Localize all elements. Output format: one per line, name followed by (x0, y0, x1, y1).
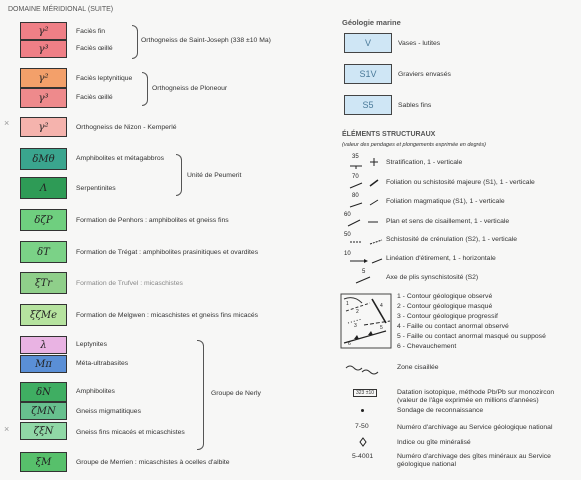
shear-label: Zone cisaillée (397, 364, 439, 371)
unit-swatch: Mπ (20, 355, 67, 373)
marine-swatch: S1V (344, 64, 392, 84)
unit-swatch: γ² (20, 117, 67, 137)
unit-label: Groupe de Merrien : micaschistes à ocelles d'albite (76, 459, 230, 466)
marine-swatch: S5 (344, 95, 392, 115)
unit-label: Gneiss fins micacés et micaschistes (76, 429, 185, 436)
pencil-mark: × (4, 118, 10, 128)
shear-plane-symbol: 60 (342, 212, 372, 226)
group-label: Orthogneiss de Ploneour (152, 85, 228, 92)
group-brace (132, 25, 138, 59)
struct-subtitle: (valeur des pendages et plongements exprimée en degrés) (342, 142, 487, 148)
unit-label: Serpentinites (76, 185, 116, 192)
struct-label: Schistosité de crénulation (S2), 1 - verticale (386, 236, 518, 243)
section-title: DOMAINE MÉRIDIONAL (SUITE) (8, 6, 114, 13)
stratification-symbol: 35 (352, 154, 359, 160)
sondage-dot-icon (361, 409, 364, 412)
svg-text:6: 6 (348, 341, 351, 347)
struct-label: Foliation ou schistosité majeure (S1), 1 - verticale (386, 179, 535, 186)
gite-number: 5-4001 (352, 453, 374, 460)
unit-swatch: ζMN (20, 402, 67, 420)
struct-label: Linéation d'étirement, 1 - horizontale (386, 255, 496, 262)
struct-label: Foliation magmatique (S1), 1 - verticale (386, 198, 505, 205)
indice-label: Indice ou gîte minéralisé (397, 439, 471, 446)
svg-text:1: 1 (346, 301, 349, 307)
pencil-mark: × (4, 424, 10, 434)
unit-label: Formation de Melgwen : micaschistes et gneiss fins micacés (76, 312, 259, 319)
unit-swatch: ξζMe (20, 304, 67, 326)
contact-label: 1 - Contour géologique observé (397, 293, 493, 300)
unit-swatch: δN (20, 382, 67, 402)
unit-swatch: δζP (20, 209, 67, 231)
gite-label: Numéro d'archivage des gîtes minéraux au Service (397, 453, 551, 460)
unit-swatch: ξM (20, 452, 67, 472)
unit-label: Leptynites (76, 341, 107, 348)
unit-label: Amphibolites et métagabbros (76, 155, 165, 162)
unit-swatch: γ³ (20, 88, 67, 108)
struct-label: Plan et sens de cisaillement, 1 - verticale (386, 218, 510, 225)
unit-label: Faciès fin (76, 28, 106, 35)
marine-label: Sables fins (398, 102, 432, 109)
fold-axis-symbol: 5 (342, 269, 372, 283)
unit-label: Amphibolites (76, 388, 115, 395)
unit-label: Orthogneiss de Nizon - Kemperlé (76, 124, 177, 131)
contact-label: 5 - Faille ou contact anormal masqué ou supposé (397, 333, 546, 340)
group-brace (142, 72, 148, 106)
dating-label-2: (valeur de l'âge exprimée en millions d'années) (397, 397, 539, 404)
gite-label-2: géologique national (397, 461, 456, 468)
marine-label: Graviers envasés (398, 71, 451, 78)
svg-text:4: 4 (380, 303, 383, 309)
unit-label: Gneiss migmatitiques (76, 408, 141, 415)
unit-swatch: Λ (20, 177, 67, 199)
unit-label: Faciès œillé (76, 45, 113, 52)
struct-label: Stratification, 1 - verticale (386, 159, 463, 166)
contact-label: 6 - Chevauchement (397, 343, 457, 350)
unit-swatch: δMθ (20, 148, 67, 170)
marine-title: Géologie marine (342, 18, 401, 27)
unit-swatch: γ³ (20, 40, 67, 58)
svg-text:5: 5 (380, 325, 383, 331)
foliation-symbol: 70 (342, 174, 372, 188)
unit-label: Formation de Trégat : amphibolites prasinitiques et ovardites (76, 249, 259, 256)
archive-label: Numéro d'archivage au Service géologique national (397, 424, 553, 431)
group-brace (197, 340, 204, 450)
crenulation-symbol: 50 (342, 232, 372, 246)
unit-swatch: γ² (20, 22, 67, 40)
magmatic-foliation-symbol: 80 (342, 193, 372, 207)
svg-text:3: 3 (354, 323, 357, 329)
group-label: Orthogneiss de Saint-Joseph (338 ±10 Ma) (141, 37, 271, 44)
group-label: Unité de Peumerit (187, 172, 242, 179)
unit-swatch: λ (20, 336, 67, 354)
unit-label: Méta-ultrabasites (76, 360, 129, 367)
marine-label: Vases - lutites (398, 40, 441, 47)
group-brace (176, 154, 182, 196)
lineation-symbol: 10 (342, 251, 372, 265)
struct-title: ÉLÉMENTS STRUCTURAUX (342, 131, 436, 138)
unit-label: Formation de Trufvel : micaschistes (76, 280, 183, 287)
contact-label: 3 - Contour géologique progressif (397, 313, 498, 320)
group-label: Groupe de Nerly (211, 390, 261, 397)
unit-swatch: ζξN (20, 422, 67, 440)
svg-text:2: 2 (356, 309, 359, 315)
dating-box: 323 ±10 (353, 389, 377, 397)
contacts-diagram (340, 293, 392, 349)
contact-label: 4 - Faille ou contact anormal observé (397, 323, 509, 330)
marine-swatch: V (344, 33, 392, 53)
dating-label: Datation isotopique, méthode Pb/Pb sur monozircon (397, 389, 555, 396)
unit-label: Faciès œillé (76, 94, 113, 101)
unit-label: Faciès leptynitique (76, 75, 133, 82)
contact-label: 2 - Contour géologique masqué (397, 303, 493, 310)
sondage-label: Sondage de reconnaissance (397, 407, 484, 414)
diamond-icon (359, 437, 367, 447)
struct-label: Axe de plis synschistosité (S2) (386, 274, 479, 281)
unit-swatch: δT (20, 241, 67, 263)
unit-swatch: γ² (20, 68, 67, 88)
unit-label: Formation de Penhors : amphibolites et gneiss fins (76, 217, 229, 224)
unit-swatch: ξTr (20, 272, 67, 294)
shear-zone-symbol (344, 362, 384, 376)
archive-number: 7-50 (355, 423, 369, 430)
